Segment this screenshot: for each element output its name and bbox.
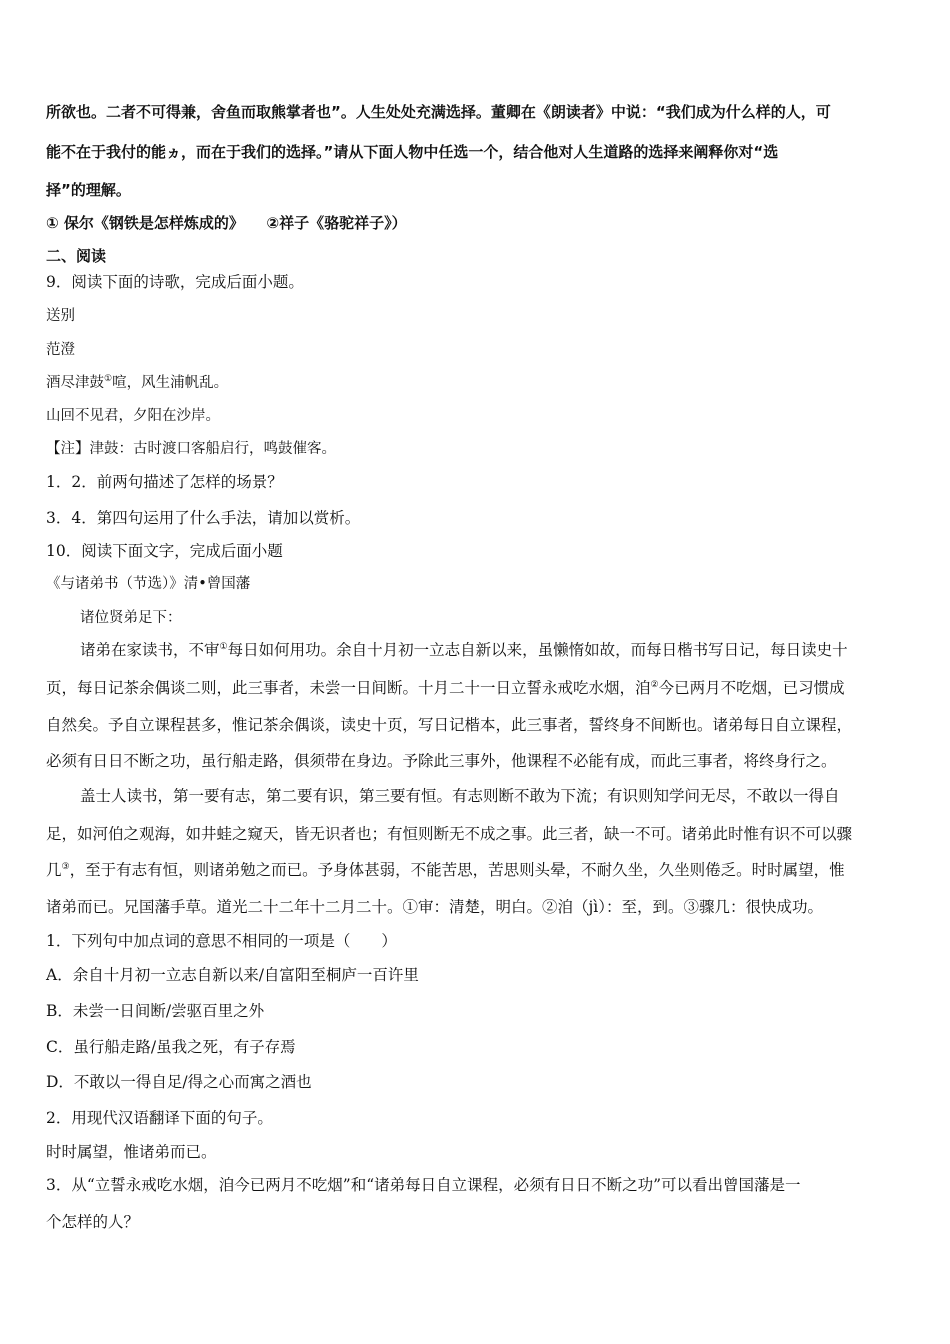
poem-line-2: 山回不见君，夕阳在沙岸。	[46, 408, 220, 424]
passage-p2-line4: 诸弟而已。兄国藩手草。道光二十二年十二月二十。①审：清楚，明白。②洎（jì）：至，到。③骤几：很快成功。	[46, 898, 824, 916]
passage-p2-line2: 足，如河伯之观海，如井蛙之窥天，皆无识者也；有恒则断无不成之事。此三者，缺一不可。诸弟此时惟有识不可以骤	[46, 825, 853, 843]
option-c: C．虽行船走路/虽我之死，有子存焉	[46, 1038, 296, 1056]
q9-sub1: 1．2．前两句描述了怎样的场景？	[46, 473, 283, 491]
passage-p1-line2: 页，每日记茶余偶谈二则，此三事者，未尝一日间断。十月二十一日立誓永戒吃水烟，洎②今已两月不吃烟，已习惯成	[46, 679, 845, 697]
poem-title: 送别	[46, 308, 75, 324]
section-heading: 二、阅读	[46, 247, 107, 265]
poem-line-1: 酒尽津鼓①喧，风生浦帆乱。	[46, 374, 229, 391]
passage-p1-line1: 诸弟在家读书，不审①每日如何用功。余自十月初一立志自新以来，虽懒惰如故，而每日楷书写日记，每日读史十	[80, 641, 848, 659]
q10-intro: 10．阅读下面文字，完成后面小题	[46, 542, 283, 560]
q10-question-3-line1: 3．从“立誓永戒吃水烟，洎今已两月不吃烟”和“诸弟每日自立课程，必须有日日不断之功”可以看出曾国藩是一	[46, 1176, 801, 1194]
option-b: B．未尝一日间断/尝驱百里之外	[46, 1002, 265, 1020]
q10-question-1: 1．下列句中加点词的意思不相同的一项是（ ）	[46, 932, 397, 950]
option-a: A．余自十月初一立志自新以来/自富阳至桐庐一百许里	[46, 966, 419, 984]
poem-note: 【注】津鼓：古时渡口客船启行，鸣鼓催客。	[46, 441, 336, 457]
poem-author: 范澄	[46, 342, 75, 358]
option-d: D．不敢以一得自足/得之心而寓之酒也	[46, 1073, 312, 1091]
passage-p1-line4: 必须有日日不断之功，虽行船走路，俱须带在身边。予除此三事外，他课程不必能有成，而此三事者，将终身行之。	[46, 752, 837, 770]
section8-line3: 择”的理解。	[46, 181, 131, 199]
section8-line1: 所欲也。二者不可得兼，舍鱼而取熊掌者也”。人生处处充满选择。董卿在《朗读者》中说：“我们成为什么样的人，可	[46, 103, 831, 121]
q9-intro: 9．阅读下面的诗歌，完成后面小题。	[46, 273, 304, 291]
passage-p2-line1: 盖士人读书，第一要有志，第二要有识，第三要有恒。有志则断不敢为下流；有识则知学问无尽，不敢以一得自	[80, 787, 840, 805]
note-marker: ①	[104, 374, 113, 385]
passage-salutation: 诸位贤弟足下：	[80, 610, 182, 626]
section8-line2: 能不在于我付的能ヵ，而在于我们的选择。”请从下面人物中任选一个，结合他对人生道路的选择来阐释你对“选	[46, 143, 779, 161]
q10-question-3-line2: 个怎样的人？	[46, 1213, 140, 1231]
passage-title: 《与诸弟书（节选）》清•曾国藩	[46, 576, 251, 592]
q10-question-2-sentence: 时时属望，惟诸弟而已。	[46, 1143, 217, 1161]
q10-question-2: 2．用现代汉语翻译下面的句子。	[46, 1109, 273, 1127]
q9-sub2: 3．4．第四句运用了什么手法，请加以赏析。	[46, 509, 361, 527]
section8-options: ① 保尔《钢铁是怎样炼成的》 ②祥子《骆驼祥子》）	[46, 214, 407, 232]
passage-p1-line3: 自然矣。予自立课程甚多，惟记茶余偶谈，读史十页，写日记楷本，此三事者，誓终身不间断也。诸弟每日自立课程，	[46, 716, 853, 734]
passage-p2-line3: 几③，至于有志有恒，则诸弟勉之而已。予身体甚弱，不能苦思，苦思则头晕，不耐久坐，久坐则倦乏。时时属望，惟	[46, 861, 845, 879]
